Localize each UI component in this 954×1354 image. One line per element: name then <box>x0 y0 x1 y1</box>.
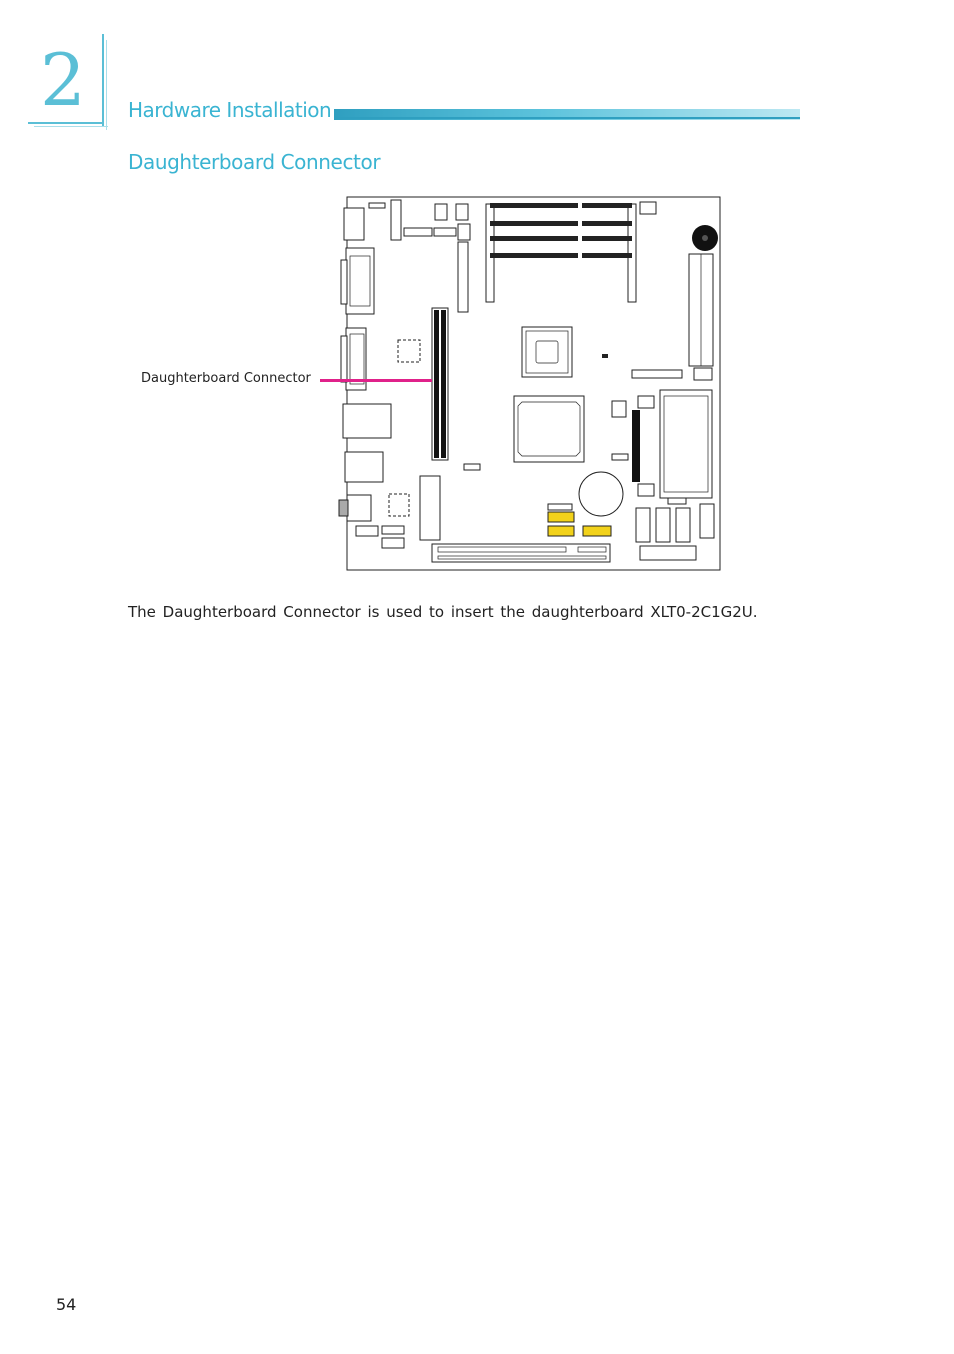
callout-pointer-line <box>320 379 432 382</box>
motherboard-diagram <box>0 0 954 600</box>
atx-power-connector <box>689 254 713 366</box>
lan-port <box>343 404 391 438</box>
southbridge-chip <box>514 396 584 462</box>
pci-slot <box>432 544 610 562</box>
callout-label: Daughterboard Connector <box>141 371 311 386</box>
page-number: 54 <box>56 1295 77 1314</box>
battery <box>579 472 623 516</box>
serial-port-1 <box>341 248 374 314</box>
daughterboard-connector <box>432 308 448 460</box>
northbridge-chip <box>522 327 572 377</box>
body-paragraph: The Daughterboard Connector is used to insert the daughterboard XLT0-2C1G2U. <box>128 603 758 621</box>
subsection-title: Daughterboard Connector <box>128 150 381 174</box>
section-title: Hardware Installation <box>128 98 332 122</box>
cf-card-holder <box>660 390 712 498</box>
audio-jack <box>339 495 371 521</box>
compact-flash-slot <box>632 410 640 482</box>
usb-port <box>345 452 383 482</box>
io-port-top <box>344 208 364 240</box>
chapter-number: 2 <box>40 38 86 122</box>
